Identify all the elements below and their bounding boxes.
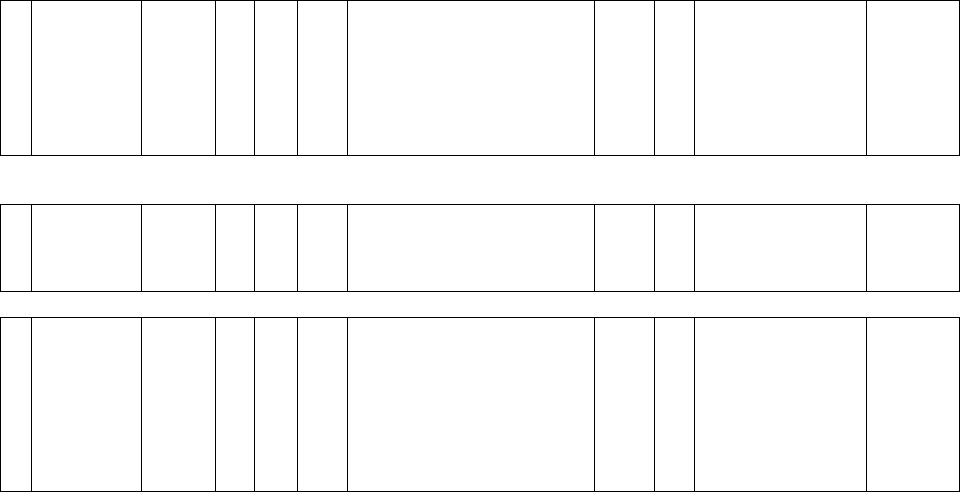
row-divider — [0, 204, 960, 205]
row-divider — [0, 0, 960, 1]
column-divider — [254, 0, 255, 492]
column-divider — [594, 0, 595, 492]
column-divider — [654, 0, 655, 492]
column-divider — [694, 0, 695, 492]
column-divider — [0, 0, 1, 492]
row-divider — [0, 317, 960, 318]
row-gap — [0, 156, 960, 204]
column-divider — [31, 0, 32, 492]
column-divider — [347, 0, 348, 492]
column-divider — [866, 0, 867, 492]
column-divider — [215, 0, 216, 492]
row-gap — [0, 292, 960, 317]
column-divider — [297, 0, 298, 492]
column-divider — [141, 0, 142, 492]
